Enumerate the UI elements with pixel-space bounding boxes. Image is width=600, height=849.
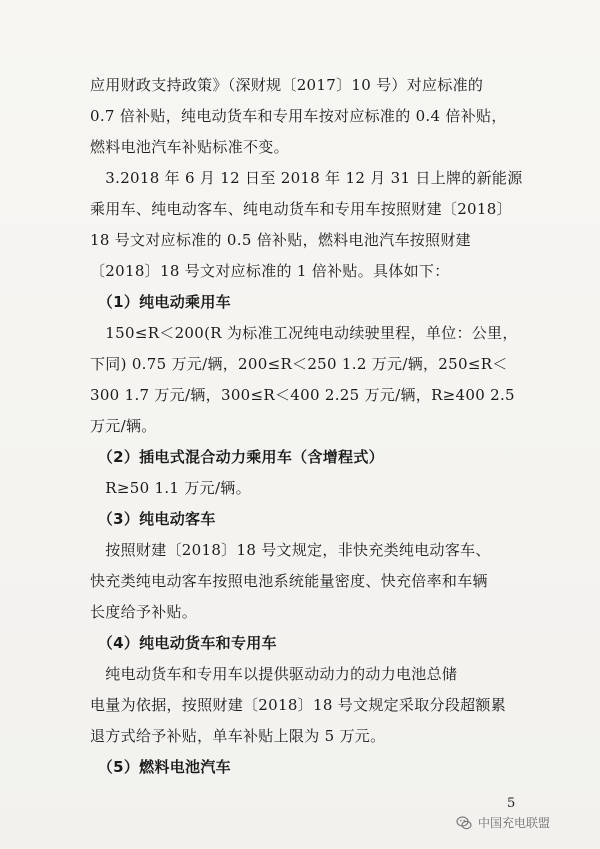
- text-line: 150≤R＜200(R 为标准工况纯电动续驶里程，单位：公里，: [90, 324, 518, 342]
- text-line: 乘用车、纯电动客车、纯电动货车和专用车按照财建〔2018〕: [90, 200, 512, 218]
- wechat-icon: [456, 815, 472, 831]
- text-line: 3.2018 年 6 月 12 日至 2018 年 12 月 31 日上牌的新能源: [90, 169, 523, 187]
- text-line: 下同) 0.75 万元/辆，200≤R＜250 1.2 万元/辆，250≤R＜: [90, 355, 508, 373]
- watermark-text: 中国充电联盟: [478, 816, 551, 830]
- section-heading: （3）纯电动客车: [90, 510, 216, 528]
- document-body: [90, 70, 530, 783]
- text-line: 〔2018〕18 号文对应标准的 1 倍补贴。具体如下：: [90, 262, 450, 280]
- section-heading: （1）纯电动乘用车: [90, 293, 231, 311]
- text-line: 300 1.7 万元/辆，300≤R＜400 2.25 万元/辆，R≥400 2.5: [90, 386, 515, 404]
- page-number: 5: [507, 796, 516, 811]
- text-line: 按照财建〔2018〕18 号文规定，非快充类纯电动客车、: [90, 541, 491, 559]
- text-line: 燃料电池汽车补贴标准不变。: [90, 138, 289, 156]
- text-line: 应用财政支持政策》（深财规〔2017〕10 号）对应标准的: [90, 76, 484, 94]
- text-line: 0.7 倍补贴，纯电动货车和专用车按对应标准的 0.4 倍补贴，: [90, 107, 507, 125]
- text-line: 纯电动货车和专用车以提供驱动动力的动力电池总储: [90, 665, 458, 683]
- watermark: [456, 814, 550, 831]
- section-heading: （2）插电式混合动力乘用车（含增程式）: [90, 448, 384, 466]
- section-heading: （4）纯电动货车和专用车: [90, 634, 277, 652]
- text-line: 万元/辆。: [90, 417, 157, 435]
- text-line: R≥50 1.1 万元/辆。: [90, 479, 251, 497]
- text-line: 快充类纯电动客车按照电池系统能量密度、快充倍率和车辆: [90, 572, 488, 590]
- text-line: 18 号文对应标准的 0.5 倍补贴，燃料电池汽车按照财建: [90, 231, 471, 249]
- text-line: 退方式给予补贴，单车补贴上限为 5 万元。: [90, 727, 386, 745]
- text-line: 长度给予补贴。: [90, 603, 198, 621]
- section-heading: （5）燃料电池汽车: [90, 758, 231, 776]
- text-line: 电量为依据，按照财建〔2018〕18 号文规定采取分段超额累: [90, 696, 507, 714]
